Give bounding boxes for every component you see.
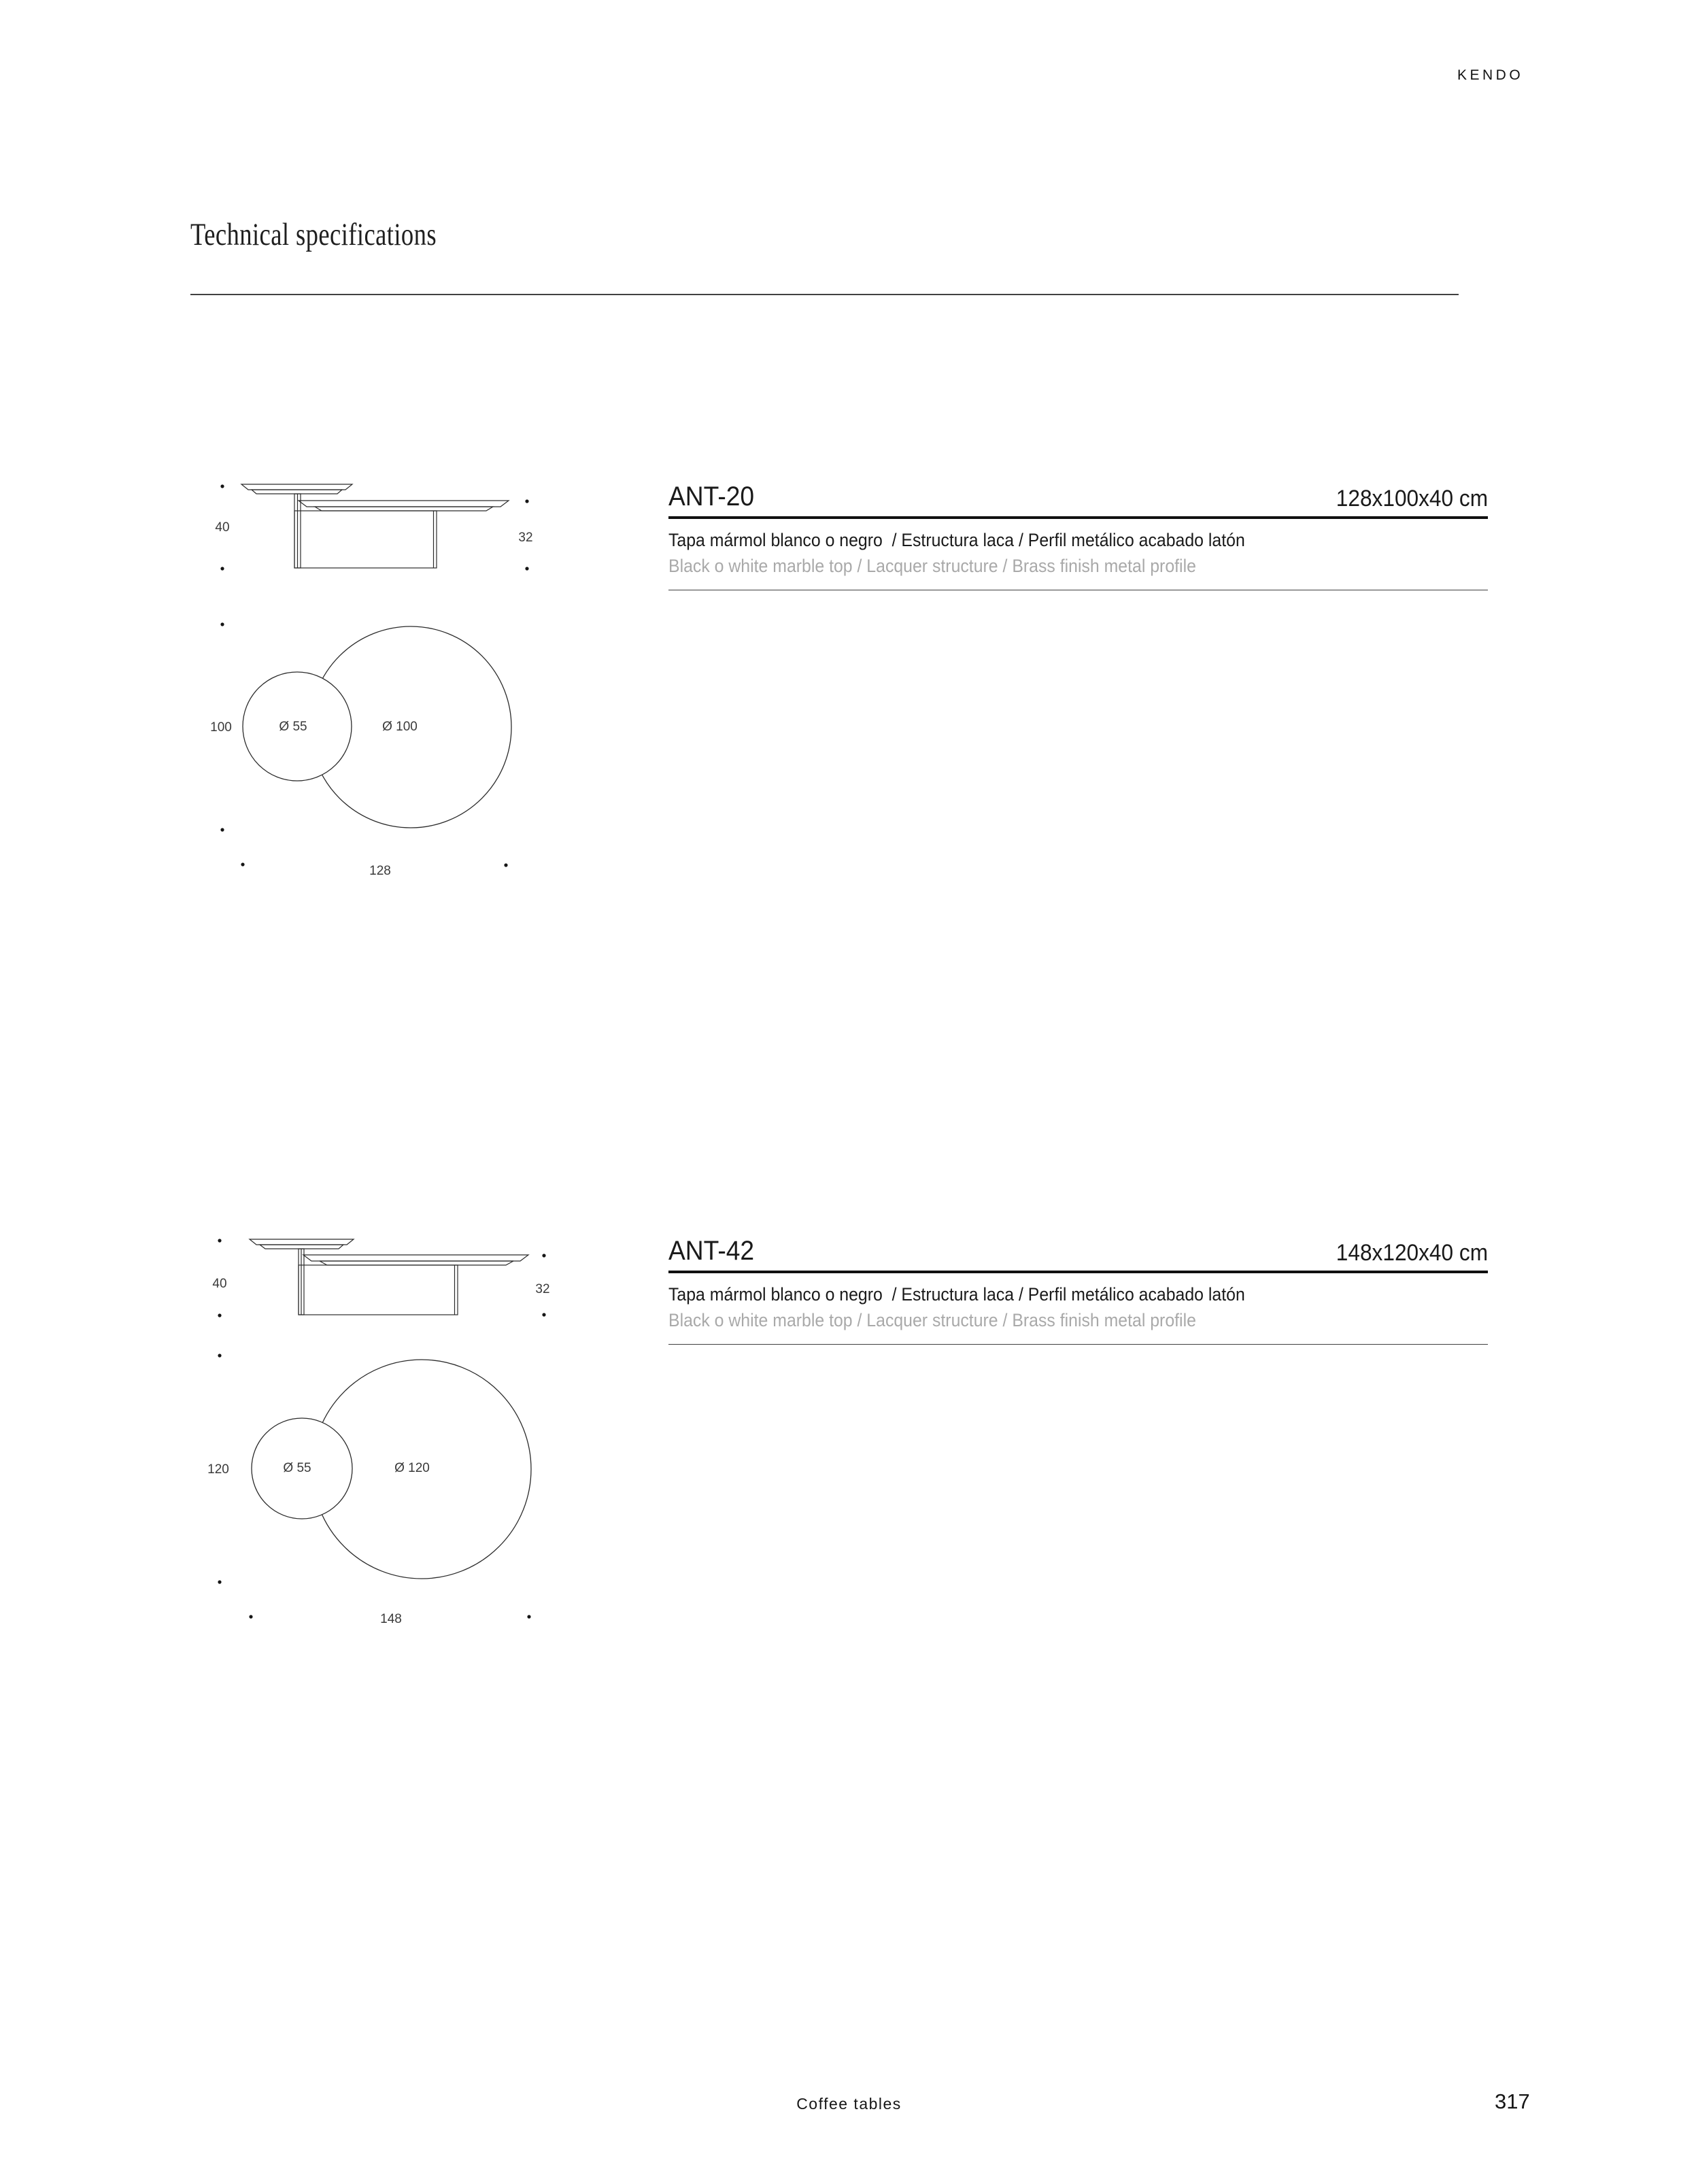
product-code — [668, 1237, 761, 1264]
total-height-label: 40 — [215, 520, 230, 535]
small-top-lip — [252, 490, 342, 494]
total-height-label: 40 — [212, 1277, 227, 1291]
structure-box — [299, 1265, 458, 1315]
depth-label: 100 — [210, 720, 232, 735]
dimension-dot — [218, 1580, 221, 1583]
product-header — [668, 1237, 1488, 1273]
dimension-dot — [218, 1239, 221, 1242]
description-english: Black o white marble top / Lacquer structure / Brass finish metal profile — [668, 556, 1196, 576]
low-height-label: 32 — [535, 1282, 550, 1296]
dimension-dot — [218, 1354, 221, 1357]
dimension-dot — [220, 567, 224, 570]
product-header — [668, 483, 1488, 519]
small-diameter-label: Ø 55 — [283, 1461, 311, 1475]
width-label: 148 — [380, 1612, 402, 1626]
brand-logo: KENDO — [1457, 67, 1524, 83]
depth-label: 120 — [207, 1462, 229, 1477]
small-top-surface — [250, 1239, 354, 1245]
ant42-side-view-drawing — [177, 1217, 578, 1354]
dimension-dot — [525, 567, 528, 570]
dimension-dot — [220, 484, 224, 488]
small-top-lip — [260, 1245, 343, 1249]
product-dimensions — [1325, 487, 1488, 510]
small-top-surface — [241, 484, 352, 490]
ant20-side-view-drawing — [177, 469, 564, 599]
section-divider — [668, 1344, 1488, 1345]
description-spanish: Tapa mármol blanco o negro / Estructura laca / Perfil metálico acabado latón — [668, 1284, 1245, 1305]
small-diameter-label: Ø 55 — [279, 720, 307, 734]
footer-category-label: Coffee tables — [796, 2095, 902, 2113]
structure-box — [294, 511, 437, 568]
page-title-text: Technical specifications — [190, 217, 437, 252]
page-number: 317 — [1495, 2089, 1530, 2113]
dimension-dot — [504, 863, 507, 867]
low-height-label: 32 — [518, 531, 533, 545]
ant42-top-view-drawing — [190, 1340, 544, 1632]
dimension-dot — [525, 499, 528, 503]
dimension-dot — [218, 1313, 221, 1317]
description-english: Black o white marble top / Lacquer structure / Brass finish metal profile — [668, 1310, 1196, 1330]
large-diameter-label: Ø 120 — [394, 1461, 430, 1475]
product-dimensions-text: 128x100x40 cm — [1336, 486, 1488, 511]
dimension-dot — [249, 1615, 252, 1618]
dimension-dot — [220, 622, 224, 626]
dimension-dot — [241, 862, 244, 866]
title-rule — [190, 294, 1459, 295]
dimension-dot — [220, 828, 224, 831]
product-dimensions-text: 148x120x40 cm — [1336, 1240, 1488, 1266]
dimension-dot — [542, 1313, 545, 1316]
large-top-lip — [320, 1261, 513, 1265]
description-spanish: Tapa mármol blanco o negro / Estructura laca / Perfil metálico acabado latón — [668, 530, 1245, 550]
large-top-surface — [299, 501, 509, 507]
dimension-dot — [527, 1615, 530, 1618]
product-code-text: ANT-42 — [668, 1236, 755, 1266]
product-code — [668, 483, 761, 510]
width-label: 128 — [369, 864, 391, 878]
dimension-dot — [542, 1254, 545, 1257]
large-top-lip — [315, 507, 493, 511]
page-title — [190, 216, 506, 253]
large-top-surface — [303, 1255, 528, 1261]
product-dimensions — [1325, 1241, 1488, 1264]
ant20-top-view-drawing — [190, 605, 530, 891]
large-diameter-label: Ø 100 — [382, 720, 418, 734]
product-code-text: ANT-20 — [668, 482, 755, 511]
